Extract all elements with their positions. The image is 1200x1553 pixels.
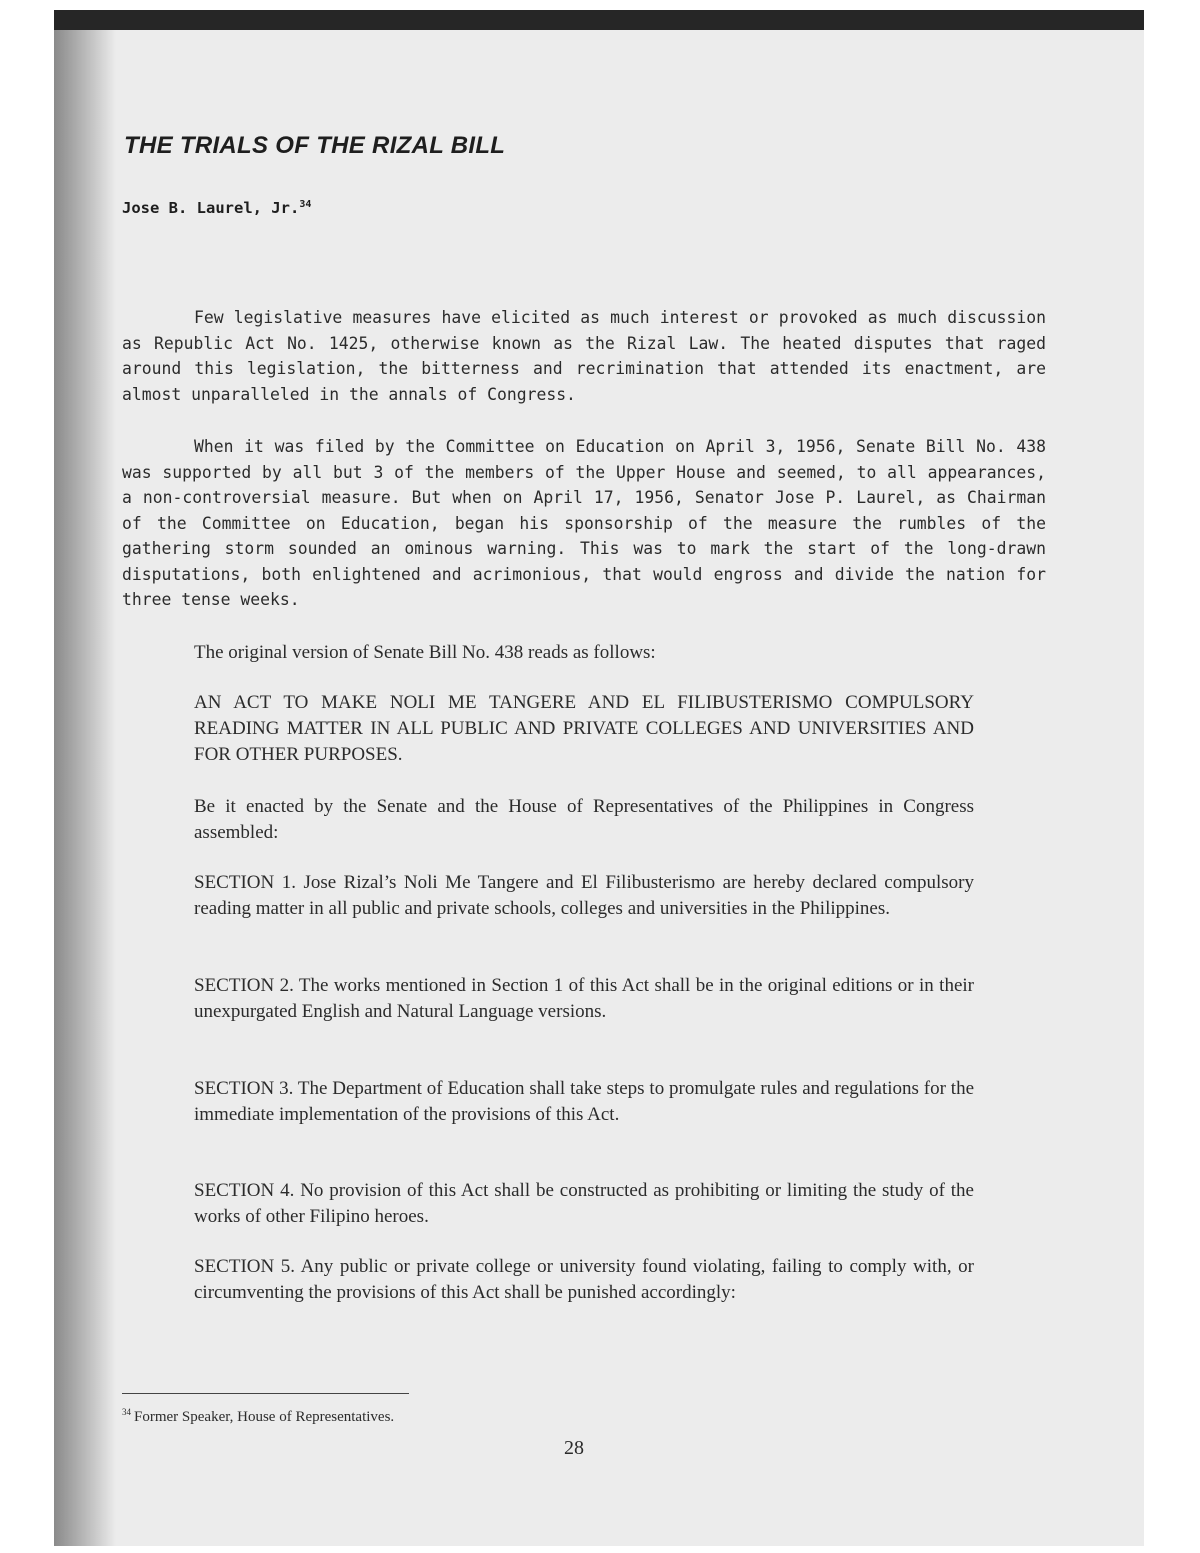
page-number: 28 xyxy=(564,1437,584,1459)
binding-shadow xyxy=(54,30,116,1546)
footnote-text: Former Speaker, House of Representatives. xyxy=(134,1409,395,1425)
scan-top-edge xyxy=(54,10,1144,30)
footnote xyxy=(122,1407,394,1426)
footnote-marker: 34 xyxy=(122,1407,131,1417)
bill-title: AN ACT TO MAKE NOLI ME TANGERE AND EL FILIBUSTERISMO COMPULSORY READING MATTER IN ALL PUBLIC AND PRIVATE COLLEGES AND UNIVERSITIES AND FOR OTHER PURPOSES. xyxy=(194,692,974,765)
bill-section-3: SECTION 3. The Department of Education shall take steps to promulgate rules and regulations for the immediate implementation of the provisions of this Act. xyxy=(194,1078,974,1125)
bill-section-4: SECTION 4. No provision of this Act shall be constructed as prohibiting or limiting the study of the works of other Filipino heroes. xyxy=(194,1180,974,1227)
article-title: THE TRIALS OF THE RIZAL BILL xyxy=(124,132,506,159)
author-footnote-marker: 34 xyxy=(299,199,312,210)
footnote-divider xyxy=(122,1393,409,1394)
scanned-page xyxy=(54,10,1144,1546)
author-name: Jose B. Laurel, Jr. xyxy=(122,199,300,218)
bill-section-1: SECTION 1. Jose Rizal’s Noli Me Tangere and El Filibusterismo are hereby declared compulsory reading matter in all public and private schools, colleges and universities in the Philippines. xyxy=(194,872,974,919)
body-paragraph-2: When it was filed by the Committee on Education on April 3, 1956, Senate Bill No. 438 was supported by all but 3 of the members of the Upper House and seemed, to all appearances, a non-controversial measure. But when on April 17, 1956, Senator Jose P. Laurel, as Chairman of the Committee on Education, began his sponsorship of the measure the rumbles of the gathering storm sounded an ominous warning. This was to mark the start of the long-drawn disputations, both enlightened and acrimonious, that would engross and divide the nation for three tense weeks. xyxy=(122,437,1046,609)
body-paragraph-1: Few legislative measures have elicited as much interest or provoked as much discussion as Republic Act No. 1425, otherwise known as the Rizal Law. The heated disputes that raged around this legislation, the bitterness and recrimination that attended its enactment, are almost unparalleled in the annals of Congress. xyxy=(122,308,1046,404)
enacting-clause: Be it enacted by the Senate and the House of Representatives of the Philippines in Congress assembled: xyxy=(194,796,974,843)
bill-section-5: SECTION 5. Any public or private college or university found violating, failing to comply with, or circumventing the provisions of this Act shall be punished accordingly: xyxy=(194,1256,974,1303)
body-paragraph-3: The original version of Senate Bill No. 438 reads as follows: xyxy=(194,642,656,663)
author-line xyxy=(122,199,311,217)
bill-section-2: SECTION 2. The works mentioned in Section 1 of this Act shall be in the original editions or in their unexpurgated English and Natural Language versions. xyxy=(194,975,974,1022)
